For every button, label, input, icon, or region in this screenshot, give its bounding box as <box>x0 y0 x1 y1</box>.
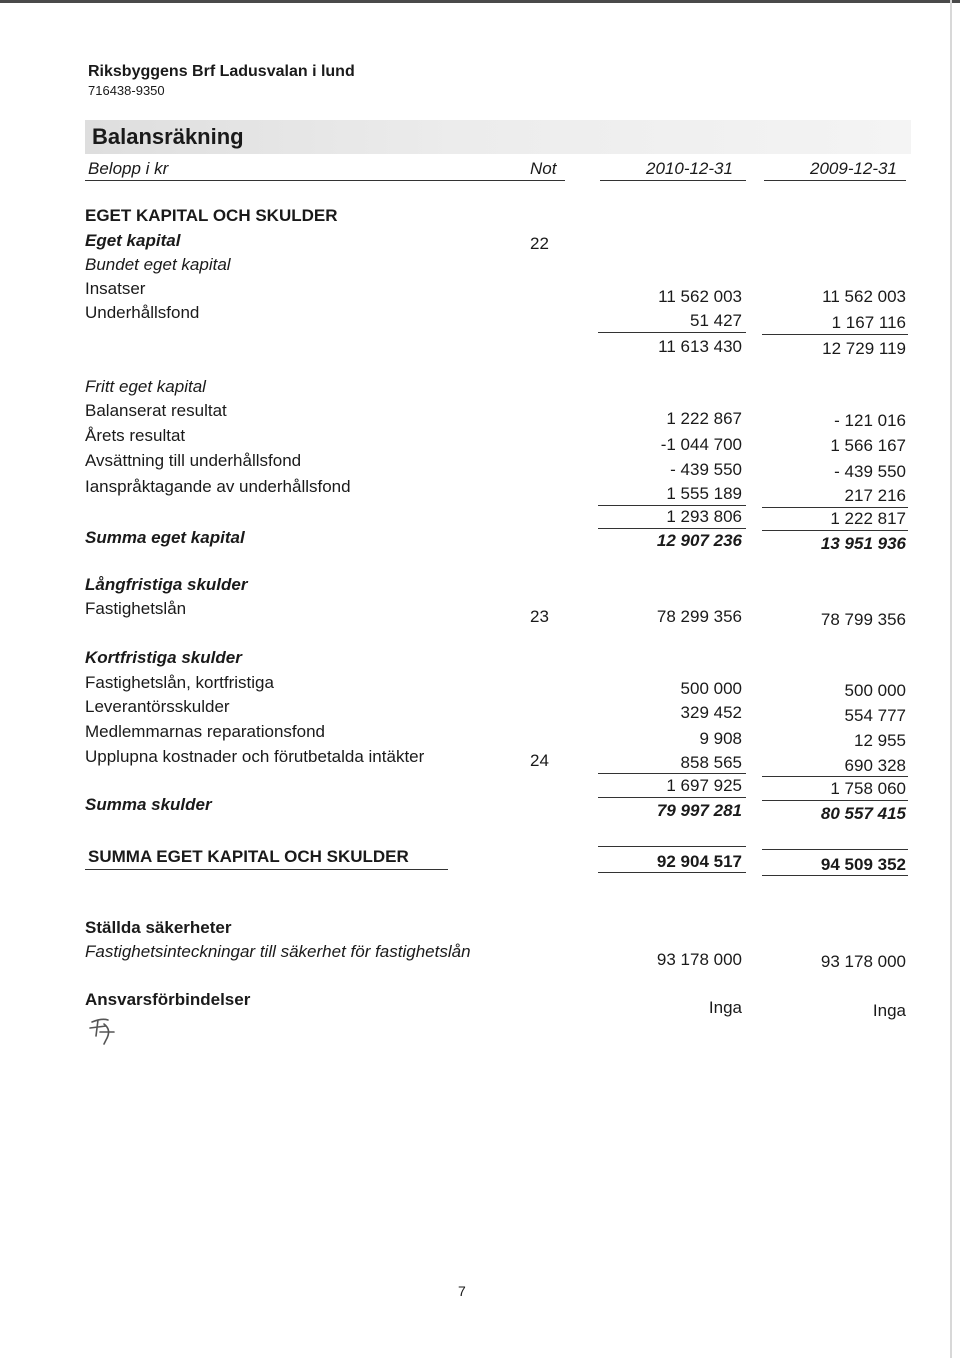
value-2009-arets-resultat: 1 566 167 <box>830 436 906 455</box>
row-label-avsattning: Avsättning till underhållsfond <box>85 451 302 470</box>
column-label-2009: 2009-12-31 <box>810 159 897 178</box>
value-2010-fastighetslan-kort: 500 000 <box>680 679 742 698</box>
section-heading-main: EGET KAPITAL OCH SKULDER <box>85 206 338 225</box>
total-rule-top <box>762 849 908 850</box>
column-label-2010: 2010-12-31 <box>646 159 733 178</box>
section-heading-long-term: Långfristiga skulder <box>85 575 248 594</box>
value-2009-leverantorsskulder: 554 777 <box>844 706 906 725</box>
value-2010-reparationsfond: 9 908 <box>699 729 742 748</box>
column-label-amount: Belopp i kr <box>88 159 169 178</box>
row-label-upplupna: Upplupna kostnader och förutbetalda intäkter <box>85 747 425 766</box>
note-ref-upplupna: 24 <box>530 751 549 770</box>
row-label-balanserat: Balanserat resultat <box>85 401 227 420</box>
page-number: 7 <box>458 1283 466 1299</box>
subtotal-rule <box>762 334 908 335</box>
subtotal-rule <box>598 797 746 798</box>
subtotal-rule <box>598 528 746 529</box>
value-2009-contingent: Inga <box>872 1001 906 1020</box>
value-2010-leverantorsskulder: 329 452 <box>680 703 742 722</box>
value-2009-avsattning: - 439 550 <box>834 462 906 481</box>
subtotal-rule <box>598 773 746 774</box>
value-2009-fastighetslan: 78 799 356 <box>820 610 906 629</box>
row-label-summa-total: SUMMA EGET KAPITAL OCH SKULDER <box>88 847 409 866</box>
header-rule-2009 <box>764 180 906 181</box>
subtotal-rule <box>762 800 908 801</box>
row-label-fastighetslan: Fastighetslån <box>85 599 187 618</box>
value-2010-avsattning: - 439 550 <box>670 460 742 479</box>
subheading-free-equity: Fritt eget kapital <box>85 377 206 396</box>
subheading-restricted-equity: Bundet eget kapital <box>85 255 231 274</box>
total-rule-bottom <box>598 872 746 873</box>
scan-edge <box>950 0 952 1358</box>
note-ref-equity: 22 <box>530 234 549 253</box>
value-2009-summa-skulder: 80 557 415 <box>820 804 906 823</box>
header-rule-2010 <box>600 180 746 181</box>
section-heading-contingent: Ansvarsförbindelser <box>85 990 251 1009</box>
value-2010-fastighetslan: 78 299 356 <box>656 607 742 626</box>
subtotal-rule <box>598 332 746 333</box>
value-2009-collateral: 93 178 000 <box>820 952 906 971</box>
row-label-arets-resultat: Årets resultat <box>85 426 186 445</box>
value-2009-ianspraktagande: 217 216 <box>844 486 906 505</box>
value-2010-summa-total: 92 904 517 <box>656 852 742 871</box>
row-label-fastighetslan-kort: Fastighetslån, kortfristiga <box>85 673 274 692</box>
value-2009-underhallsfond: 1 167 116 <box>831 313 906 332</box>
organization-name: Riksbyggens Brf Ladusvalan i lund <box>88 63 355 80</box>
value-2010-balanserat: 1 222 867 <box>666 409 742 428</box>
value-2010-underhallsfond: 51 427 <box>690 311 742 330</box>
organization-number: 716438-9350 <box>88 83 165 98</box>
subtotal-rule <box>762 530 908 531</box>
section-heading-equity: Eget kapital <box>85 231 181 250</box>
value-2010-free-total: 1 293 806 <box>666 507 742 526</box>
row-label-reparationsfond: Medlemmarnas reparationsfond <box>85 722 326 741</box>
value-2010-restricted-total: 11 613 430 <box>658 337 742 356</box>
value-2009-summa-eget-kapital: 13 951 936 <box>820 534 906 553</box>
subtotal-rule <box>762 507 908 508</box>
section-heading-short-term: Kortfristiga skulder <box>85 648 242 667</box>
top-edge-line <box>0 0 960 3</box>
value-2010-summa-eget-kapital: 12 907 236 <box>656 531 742 550</box>
total-label-rule <box>85 869 448 870</box>
subtotal-rule <box>598 505 746 506</box>
row-label-ianspraktagande: Ianspråktagande av underhållsfond <box>85 477 351 496</box>
total-rule-bottom <box>762 875 908 876</box>
value-2010-arets-resultat: -1 044 700 <box>660 435 742 454</box>
value-2009-insatser: 11 562 003 <box>822 287 906 306</box>
page-title: Balansräkning <box>92 124 244 149</box>
value-2009-restricted-total: 12 729 119 <box>822 339 906 358</box>
value-2010-ianspraktagande: 1 555 189 <box>666 484 742 503</box>
row-label-collateral: Fastighetsinteckningar till säkerhet för fastighetslån <box>85 942 471 961</box>
value-2010-upplupna: 858 565 <box>680 753 742 772</box>
note-ref-fastighetslan: 23 <box>530 607 549 626</box>
value-2010-collateral: 93 178 000 <box>656 950 742 969</box>
row-label-summa-skulder: Summa skulder <box>85 795 212 814</box>
value-2010-insatser: 11 562 003 <box>658 287 742 306</box>
value-2010-contingent: Inga <box>708 998 742 1017</box>
value-2009-summa-total: 94 509 352 <box>820 855 906 874</box>
value-2009-reparationsfond: 12 955 <box>854 731 906 750</box>
section-heading-collateral: Ställda säkerheter <box>85 918 232 937</box>
handwritten-initials <box>84 1014 124 1048</box>
row-label-leverantorsskulder: Leverantörsskulder <box>85 697 230 716</box>
value-2009-fastighetslan-kort: 500 000 <box>844 681 906 700</box>
row-label-underhallsfond: Underhållsfond <box>85 303 200 322</box>
row-label-insatser: Insatser <box>85 279 146 298</box>
total-rule-top <box>598 846 746 847</box>
column-label-note: Not <box>530 159 557 178</box>
header-rule <box>85 180 565 181</box>
value-2009-upplupna: 690 328 <box>844 756 906 775</box>
value-2009-free-total: 1 222 817 <box>830 509 906 528</box>
value-2009-short-term-total: 1 758 060 <box>830 779 906 798</box>
subtotal-rule <box>762 776 908 777</box>
value-2010-summa-skulder: 79 997 281 <box>656 801 742 820</box>
row-label-summa-eget-kapital: Summa eget kapital <box>85 528 245 547</box>
value-2010-short-term-total: 1 697 925 <box>666 776 742 795</box>
value-2009-balanserat: - 121 016 <box>834 411 906 430</box>
